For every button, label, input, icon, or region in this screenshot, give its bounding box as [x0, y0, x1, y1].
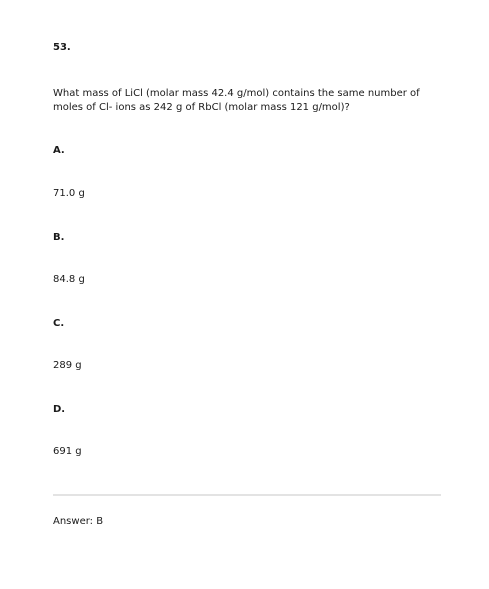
option-d-label: D. — [53, 404, 66, 415]
option-a-label: A. — [53, 145, 65, 156]
question-text: What mass of LiCl (molar mass 42.4 g/mol) contains the same number of moles of Cl- ions as 242 g of RbCl (molar mass 121 g/mol)? — [53, 88, 420, 113]
option-b-value: 84.8 g — [53, 274, 85, 285]
option-c-value: 289 g — [53, 360, 82, 371]
option-a-value: 71.0 g — [53, 188, 85, 199]
option-d-value: 691 g — [53, 446, 82, 457]
option-b-label: B. — [53, 232, 65, 243]
question-number: 53. — [53, 42, 71, 53]
answer-divider — [53, 494, 441, 496]
answer-text: Answer: B — [53, 516, 104, 527]
option-c-label: C. — [53, 318, 65, 329]
